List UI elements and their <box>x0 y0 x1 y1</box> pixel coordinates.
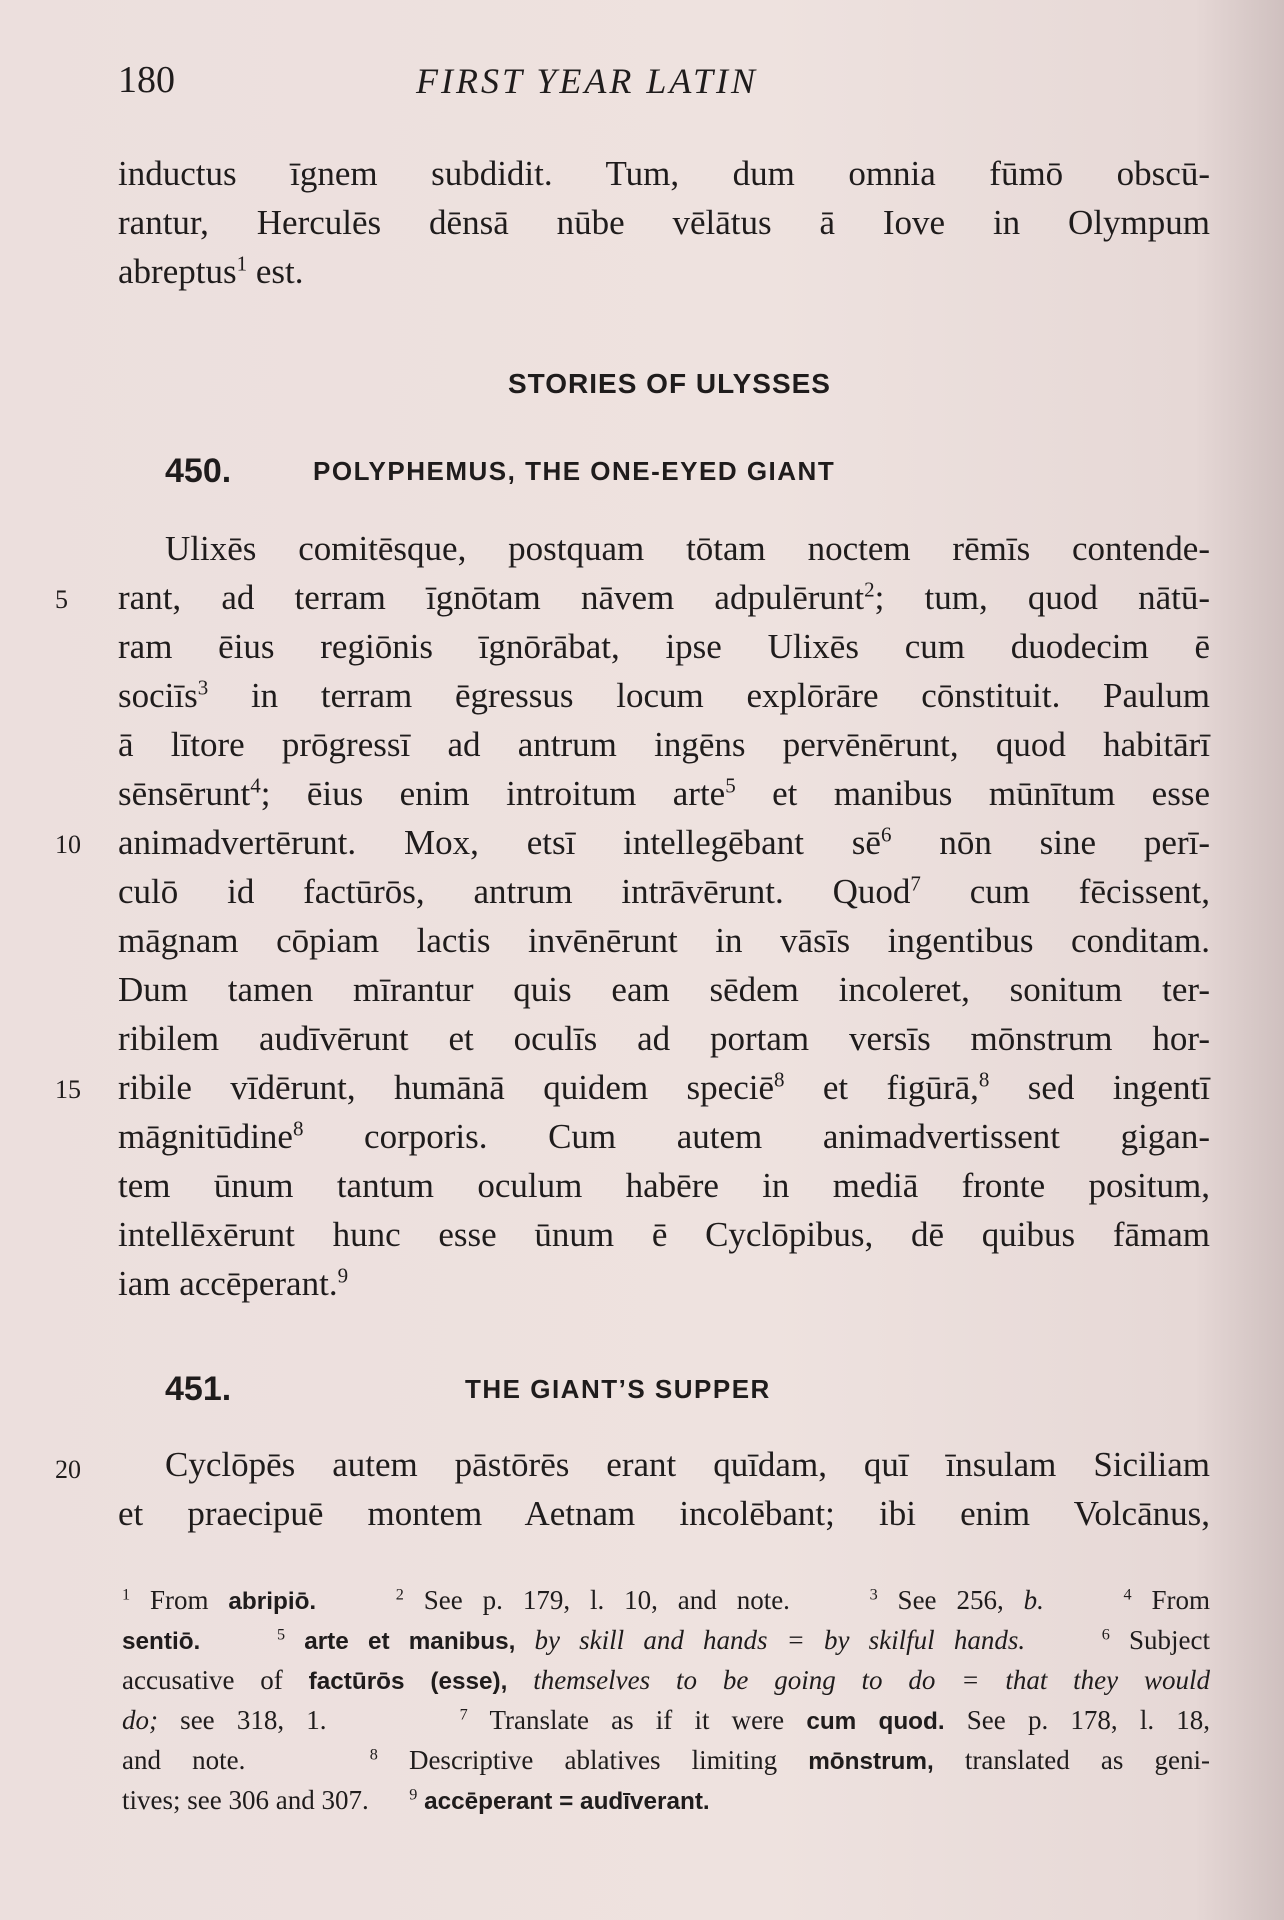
text-line: ribile vīdērunt, humānā quidem speciē$^8$ et figūrā,$^8$ sed ingentī <box>118 1067 1210 1107</box>
footnote-line: accusative of factūrōs (esse), themselves to be going to do = that they would <box>122 1665 1211 1695</box>
text-line: ram ēius regiōnis īgnōrābat, ipse Ulixēs cum duodecim ē <box>118 627 1210 666</box>
text-line: Dum tamen mīrantur quis eam sēdem incoleret, sonitum ter- <box>118 970 1210 1009</box>
text-line: Cyclōpēs autem pāstōrēs erant quīdam, quī īnsulam Siciliam <box>165 1445 1210 1484</box>
section-heading: STORIES OF ULYSSES <box>508 368 831 399</box>
footnote-line: sentiō. $^5$ arte et manibus, by skill and hands = by skilful hands. $^6$ Subject <box>122 1625 1210 1655</box>
text-line: māgnam cōpiam lactis invēnērunt in vāsīs ingentibus conditam. <box>118 921 1210 960</box>
text-line: Ulixēs comitēsque, postquam tōtam noctem rēmīs contende- <box>165 529 1210 568</box>
text-line: intellēxērunt hunc esse ūnum ē Cyclōpibus, dē quibus fāmam <box>118 1215 1210 1254</box>
section-451-heading <box>165 1370 1065 1410</box>
text-line: culō id factūrōs, antrum intrāvērunt. Quod$^7$ cum fēcissent, <box>118 871 1210 911</box>
section-number: 450. <box>165 452 232 490</box>
running-title: FIRST YEAR LATIN <box>415 61 759 101</box>
text-line: rant, ad terram īgnōtam nāvem adpulērunt$^2$; tum, quod nātū- <box>118 577 1210 617</box>
text-line: tem ūnum tantum oculum habēre in mediā fronte positum, <box>118 1166 1210 1205</box>
text-line: sēnsērunt$^4$; ēius enim introitum arte$^5$ et manibus mūnītum esse <box>118 773 1210 813</box>
page-number: 180 <box>118 59 175 101</box>
text-line: māgnitūdine$^8$ corporis. Cum autem animadvertissent gigan- <box>118 1116 1210 1156</box>
text-line: animadvertērunt. Mox, etsī intellegēbant $sē^6$ nōn sine perī- <box>118 822 1211 862</box>
text-line: sociīs$^3$ in terram ēgressus locum explōrāre cōnstituit. Paulum <box>118 675 1210 715</box>
section-title: POLYPHEMUS, THE ONE-EYED GIANT <box>313 456 836 486</box>
text-line: et praecipuē montem Aetnam incolēbant; ibi enim Volcānus, <box>118 1494 1210 1533</box>
text-line: inductus īgnem subdidit. Tum, dum omnia fūmō obscū- <box>118 154 1210 193</box>
line-number: 15 <box>55 1075 81 1104</box>
footnote-line: tives; see 306 and 307. $^9$ accēperant = audīverant. <box>122 1785 710 1815</box>
line-number: 20 <box>55 1455 81 1484</box>
line-number: 5 <box>55 585 68 614</box>
text-line: iam accēperant.$^9$ <box>118 1263 349 1303</box>
section-number: 451. <box>165 1370 232 1408</box>
text-line: abreptus$^1$ est. <box>118 251 304 291</box>
section-450-heading <box>165 452 1065 492</box>
page-header <box>0 58 1284 108</box>
text-line: rantur, Herculēs dēnsā nūbe vēlātus ā Iove in Olympum <box>118 203 1210 242</box>
line-number: 10 <box>55 830 81 859</box>
text-line: ā lītore prōgressī ad antrum ingēns pervēnērunt, quod habitārī <box>118 725 1210 764</box>
text-line: ribilem audīvērunt et oculīs ad portam versīs mōnstrum hor- <box>118 1019 1210 1058</box>
section-title: THE GIANT’S SUPPER <box>465 1374 771 1404</box>
footnote-line: do; see 318, 1. $^7$ Translate as if it were cum quod. See p. 178, l. 18, <box>122 1705 1211 1735</box>
footnote-line: $^1$ From abripiō. $^2$ See p. 179, l. 10, and note. $^3$ See 256, b. $^4$ From <box>122 1585 1210 1615</box>
footnote-line: and note. $^8$ Descriptive ablatives limiting mōnstrum, translated as geni- <box>122 1745 1210 1775</box>
